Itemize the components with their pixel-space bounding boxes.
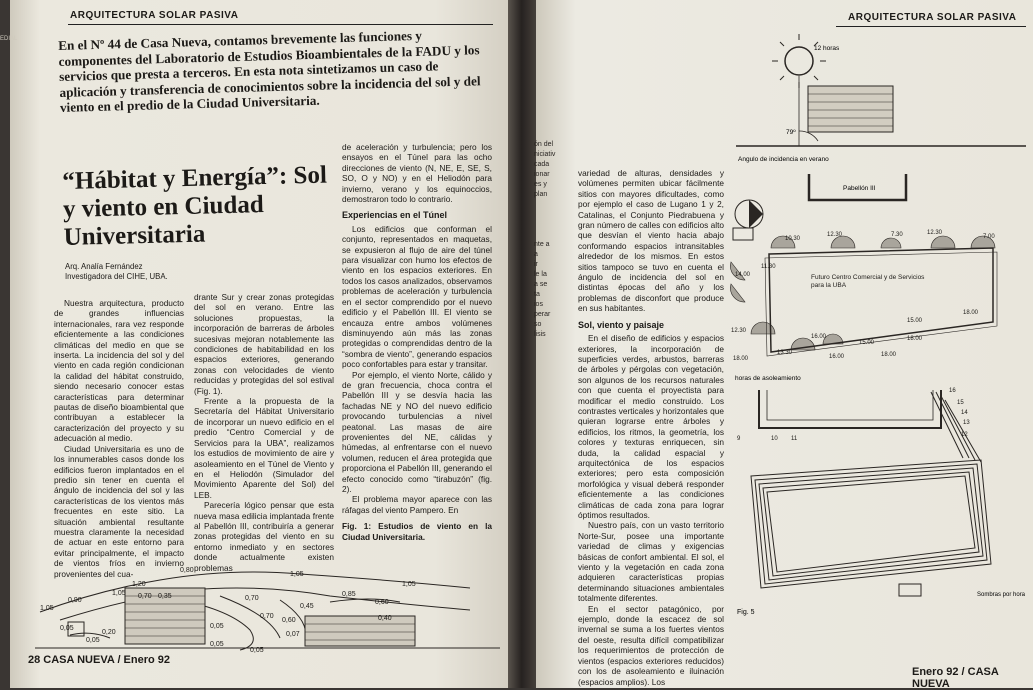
hour-label: 12.30 <box>731 328 747 334</box>
section-header: ARQUITECTURA SOLAR PASIVA <box>70 10 239 21</box>
paragraph: variedad de alturas, densidades y volúmenes permiten ubicar fácilmente sitios con mayores dificultades, como por ejemplo el caso de Lugano 1 y 2, Catalinas, el Conjunto Piedrabuena y gran número de calles con edificios alto que desvían el viento hacia abajo conformando espacios intransitables alrededor de los mismos. En estos sitios tampoco se tuvo en cuenta el ángulo de incidencia del sol en distintas épocas del año y los problemas de disconfort que produce en sus habitantes. <box>578 168 724 314</box>
header-rule-right <box>836 26 1026 27</box>
left-page <box>10 0 510 688</box>
fig1-value: 0,05 <box>86 637 100 644</box>
paragraph: Ciudad Universitaria es uno de los innumerables casos donde los edificios fueron implantados en el predio sin tener en cuenta el ángulo de incidencia del sol y las características de los vientos más frecuentes en este sitio. La situación ambiental resultante muestra claramente la necesidad de actuar en este entorno para evitar principalmente, el impacto de vientos fríos en invierno provenientes del cua- <box>54 443 184 579</box>
byline <box>65 262 168 282</box>
fragment-line: nte a <box>534 241 550 248</box>
fragment-line: ir <box>534 261 538 268</box>
building-tower <box>808 86 893 132</box>
hour-label: 15.00 <box>907 318 923 324</box>
fig1-value: 1,05 <box>290 571 304 578</box>
fragment-line: a se <box>534 281 548 288</box>
hour-label: 16.00 <box>811 334 827 340</box>
fig1-value: 0,07 <box>286 631 300 638</box>
subheading-sol-viento: Sol, viento y paisaje <box>578 319 665 330</box>
centro-label: Futuro Centro Comercial y de Servicios para la UBA <box>811 274 925 289</box>
hour-label: 13.30 <box>777 350 793 356</box>
paragraph: Por ejemplo, el viento Norte, cálido y de gran frecuencia, choca contra el Pabellón III y se desvía hacia las fachadas NE y NO del nuevo edificio provocando turbulencias a nivel peatonal. Las masas de aire provenientes del NE, cálidas y húmedas, al enfrentarse con el nuevo volumen, reducen el área protegida que proporciona el Pabellón III, generando el efecto conocido como “tirabuzón” (fig. 2). <box>342 369 492 494</box>
site-plan-asoleamiento <box>731 172 1031 387</box>
fig1-value: 0,85 <box>342 591 356 598</box>
column-3 <box>342 142 492 542</box>
sun-angle-label: 79º <box>786 129 796 136</box>
paragraph: Frente a la propuesta de la Secretaría del Hábitat Universitario de incorporar un nuevo edificio en el predio “Centro Comercial y de Servicios para la UBA”, realizamos los estudios de movimiento de aire y asoleamiento en el Túnel de Viento y en el Heliodón (Simulador del Movimiento Aparente del Sol) del LEB. <box>194 396 334 500</box>
article-title: “Hábitat y Energía”: Sol y viento en Ciudad Universitaria <box>62 161 328 251</box>
wind-flow-line <box>40 572 470 612</box>
fig1-caption: Fig. 1: Estudios de viento en la Ciudad Universitaria. <box>342 521 492 542</box>
fig5-number: 11 <box>791 436 798 442</box>
author-name: Arq. Analía Fernández <box>65 262 143 271</box>
hour-label: 12.30 <box>827 232 843 238</box>
fig1-value: 1,05 <box>40 605 54 612</box>
left-page-footer: 28 CASA NUEVA / Enero 92 <box>28 654 171 666</box>
paragraph: Parecería lógico pensar que esta nueva masa edilicia implantada frente al Pabellón III, contribuiría a generar zonas protegidas del viento en su entorno inmediato y en sectores donde actualmente existen problemas <box>194 500 334 573</box>
hour-label: 18.00 <box>733 356 749 362</box>
hour-label: 16.00 <box>829 354 845 360</box>
hour-label: 18.00 <box>963 310 979 316</box>
right-page-footer: Enero 92 / CASA NUEVA <box>912 666 999 690</box>
fig1-value: 1,05 <box>112 590 126 597</box>
fig1-value: 0,45 <box>300 603 314 610</box>
right-page <box>536 0 1033 688</box>
fragment-line: niciativ <box>534 151 556 158</box>
shadow-outline <box>759 468 983 580</box>
hour-label: 12.30 <box>927 230 943 236</box>
fragment-line: perar <box>534 311 551 318</box>
fig5-number: 9 <box>737 436 741 442</box>
header-rule <box>68 24 493 25</box>
fig5-number: 12 <box>961 432 968 438</box>
fig1-value: 0,60 <box>375 599 389 606</box>
hour-label: 14.00 <box>735 272 751 278</box>
pabellon-outline-fig5 <box>759 390 941 428</box>
section-header-right: ARQUITECTURA SOLAR PASIVA <box>848 12 1017 23</box>
column-1 <box>54 298 184 579</box>
book-gutter <box>508 0 538 688</box>
fig5-number: 13 <box>963 420 970 426</box>
hour-label: 7.30 <box>891 232 903 238</box>
fig1-value: 0,70 <box>260 613 274 620</box>
sun-angle-diagram <box>736 36 1026 166</box>
fragment-line: es y <box>534 181 547 188</box>
fig1-value: 0,70 <box>245 595 259 602</box>
paragraph: Nuestra arquitectura, producto de grandes influencias internacionales, rara vez responde eficientemente a las condiciones climáticas del medio en que se inserta. La incidencia del sol y del viento en cada región condicionan la calidad del hábitat construido, siendo necesario conocer estas características para determinar pautas de diseño bioambiental que contribuyan a establecer la caracterización del proyecto y su adecuación al medio. <box>54 298 184 444</box>
building-right <box>305 616 415 646</box>
fragment-line: ios <box>534 301 543 308</box>
fig1-value: 1,20 <box>132 581 146 588</box>
fig1-value: 0,05 <box>210 623 224 630</box>
fragment-line: ionar <box>534 171 550 178</box>
hour-label: 7.00 <box>983 234 995 240</box>
asoleamiento-caption: horas de asoleamiento <box>735 375 801 382</box>
fragment-line: a <box>534 251 538 258</box>
paragraph: Los edificios que conforman el conjunto, representados en maquetas, se expusieron al flujo de aire del túnel para visualizar con humo los efectos de viento en los espacios exteriores. En todos los casos analizados, observamos problemas de aceleración y turbulencia en el sector comprendido por el nuevo edificio y el Pabellón III. El viento se encauza entre ambos volúmenes disminuyendo aún más las zonas protegidas o comprendidas dentro de la “sombra de viento”, generando espacios poco confortables para estar y transitar. <box>342 223 492 370</box>
fig5-label: Fig. 5 <box>737 609 755 616</box>
fig1-value: 1,05 <box>402 581 416 588</box>
wind-flow-line <box>330 599 400 602</box>
sombras-caption: Sombras por hora <box>977 592 1026 598</box>
hour-label: 11.30 <box>761 264 776 270</box>
fragment-line: le la <box>534 271 547 278</box>
paragraph: Nuestro país, con un vasto territorio Norte-Sur, posee una importante variedad de climas y exigencias básicas de confort ambiental. El sol, el viento y la vegetación en cada zona adquieren características propias determinando situaciones ambientales totalmente diferentes. <box>578 520 724 604</box>
centro-label-box <box>811 274 931 304</box>
fragment-line: ta <box>534 291 540 298</box>
paragraph: El problema mayor aparece con las ráfagas del viento Pampero. En <box>342 494 492 515</box>
fig5-number: 16 <box>949 388 956 394</box>
column-2 <box>194 292 334 573</box>
summer-angle-caption: Angulo de incidencia en verano <box>738 156 829 163</box>
hour-label: 18.00 <box>881 352 897 358</box>
fig5-shadow-plan <box>731 388 1031 620</box>
hour-label: 10.30 <box>785 236 801 242</box>
fragment-line: plan <box>534 191 548 198</box>
fig5-number: 15 <box>957 400 964 406</box>
fig1-value: 0,70 <box>138 593 152 600</box>
fig5-number: 14 <box>961 410 968 416</box>
fragment-line: ón del <box>534 141 554 148</box>
author-role: Investigadora del CIHE, UBA. <box>65 272 168 281</box>
fig1-value: 0,05 <box>60 625 74 632</box>
fig5-number: 10 <box>771 436 778 442</box>
small-structure <box>733 228 753 240</box>
fragment-line: so <box>534 321 542 328</box>
paragraph: En el sector patagónico, por ejemplo, donde la escacez de sol invernal se suma a los fuertes vientos del oeste, resulta difícil compatibilizar los requerimientos de protección de vientos (espacios exteriores reducidos) con los de asoleamiento e iluinación (espacios amplios). Los <box>578 603 724 687</box>
hour-label: 15.00 <box>859 340 875 346</box>
fig1-value: 0,80 <box>180 567 194 574</box>
fig1-value: 0,90 <box>68 597 82 604</box>
sun-hours-label: 12 horas <box>814 45 840 52</box>
small-structure <box>899 584 921 596</box>
paragraph: de aceleración y turbulencia; pero los ensayos en el Túnel para las ocho direcciones de viento (N, NE, E, SE, S, SO, O y NO) y en el Heliodón para invierno, verano y los equinoccios, demostraron todo lo contrario. <box>342 142 492 205</box>
fig1-wind-diagram <box>30 560 505 665</box>
pabellon-label: Pabellón III <box>843 185 876 192</box>
previous-page-fragment <box>534 140 556 340</box>
fig1-value: 0,05 <box>210 641 224 648</box>
fragment-line: cada <box>534 161 550 168</box>
left-marginal-text: EDIAL <box>0 36 18 42</box>
fig1-value: 0,05 <box>250 647 264 654</box>
paragraph: En el diseño de edificios y espacios exteriores, la incorporación de superficies verdes, arbustos, barreras de árboles y pérgolas con vegetación, son algunos de los recursos naturales con que cuenta el proyectista para modificar el medio construido. Los contrastes verticales y horizontales que quieran lograrse entre árboles y edificios, los ritmos, la geometría, los colores y texturas enriquecen, sin duda, la calidad espacial y arquitectónica de los espacios exteriores; pero esta composición morfológica y visual deberá responder eficientemente a las condiciones climáticas de cada zona para lograr óptimos resultados. <box>578 333 724 520</box>
shadow-outline <box>767 476 975 572</box>
fragment-line: lisis <box>534 331 546 338</box>
intro-paragraph: En el Nº 44 de Casa Nueva, contamos brevemente las funciones y componentes del Laboratorio de Estudios Bioambientales de la FADU y los servicios que presta a terceros. En esta nota sintetizamos un caso de aplicación y transferencia de conocimientos sobre la incidencia del sol y del viento en el predio de la Ciudad Universitaria. <box>58 27 481 115</box>
fig1-value: 0,60 <box>282 617 296 624</box>
compass-icon <box>735 200 763 228</box>
hour-label: 18.00 <box>907 336 923 342</box>
subheading-tunel: Experiencias en el Túnel <box>342 210 448 221</box>
paragraph: drante Sur y crear zonas protegidas del sol en verano. Entre las soluciones propuestas, la incorporación de barreras de árboles sucesivas mejoran notablemente las condiciones de habitabilidad en los espacios exteriores, generando zonas con velocidades de viento reducidas y protegidas del sol estival (Fig. 1). <box>194 292 334 396</box>
fig1-value: 0,20 <box>102 629 116 636</box>
right-column <box>578 168 724 687</box>
fig1-value: 0,40 <box>378 615 392 622</box>
fig1-value: 0,35 <box>158 593 172 600</box>
